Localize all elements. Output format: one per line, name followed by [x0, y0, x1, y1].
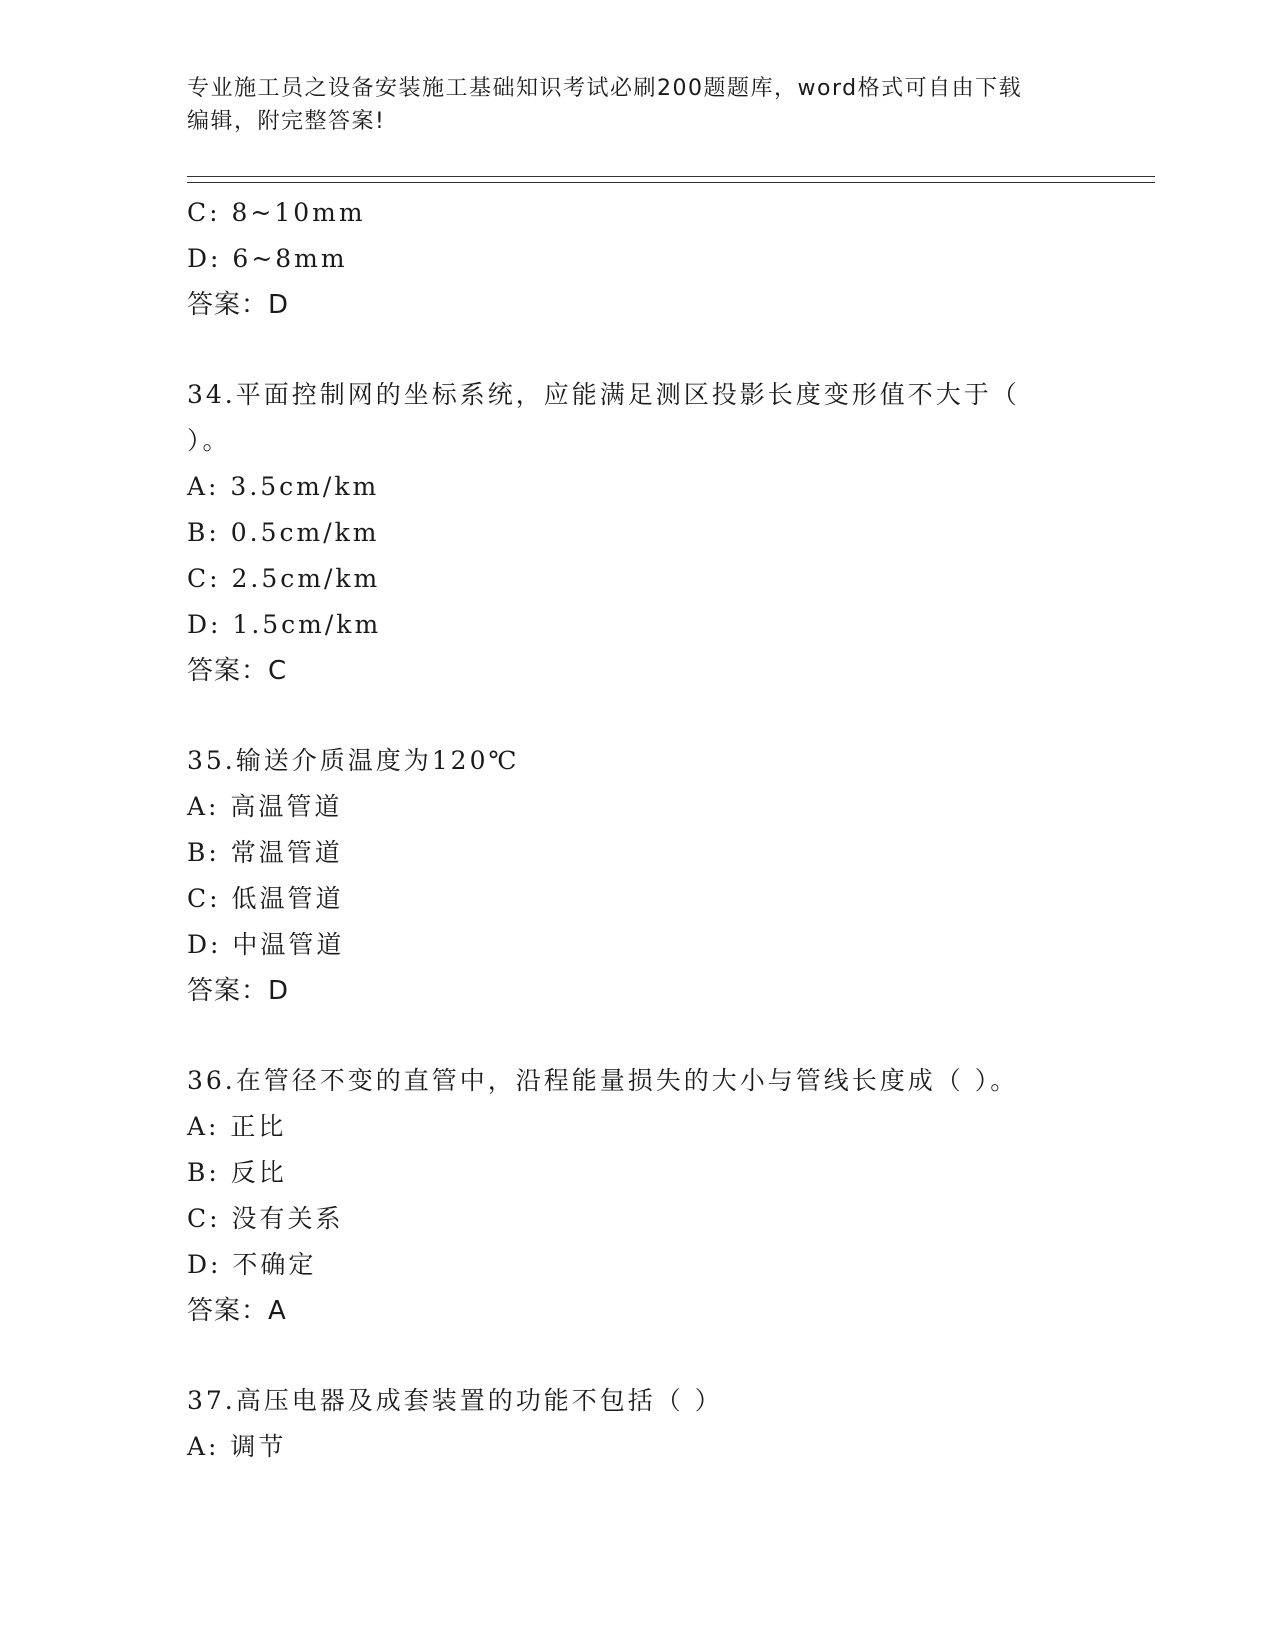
header-line-1: 专业施工员之设备安装施工基础知识考试必刷200题题库，word格式可自由下载 — [187, 76, 1023, 101]
option-d: D: 1.5cm/km — [187, 610, 382, 639]
header-rule-top — [187, 176, 1155, 177]
option-d: D: 中温管道 — [187, 930, 345, 959]
option-a: A: 高温管道 — [187, 792, 343, 821]
question-34 — [187, 372, 1067, 694]
option-a: A: 调节 — [187, 1432, 287, 1461]
answer-line: 答案：D — [187, 290, 290, 320]
option-b: B: 反比 — [187, 1158, 287, 1187]
option-d: D: 不确定 — [187, 1250, 317, 1279]
question-stem-continued: ）。 — [187, 426, 231, 455]
question-36 — [187, 1058, 1067, 1334]
question-stem: 34.平面控制网的坐标系统，应能满足测区投影长度变形值不大于（ — [187, 380, 1020, 409]
option-c: C: 2.5cm/km — [187, 564, 381, 593]
answer-line: 答案：A — [187, 1296, 287, 1326]
header-line-2: 编辑，附完整答案! — [187, 109, 386, 134]
question-stem: 37.高压电器及成套装置的功能不包括（ ） — [187, 1386, 723, 1415]
answer-line: 答案：D — [187, 976, 290, 1006]
page-header — [187, 72, 1087, 138]
option-a: A: 正比 — [187, 1112, 287, 1141]
question-37 — [187, 1378, 1067, 1470]
question-stem: 36.在管径不变的直管中，沿程能量损失的大小与管线长度成（ ）。 — [187, 1066, 1019, 1095]
answer-line: 答案：C — [187, 656, 288, 686]
question-33-continuation — [187, 190, 1067, 328]
option-c: C: 没有关系 — [187, 1204, 344, 1233]
header-rule-bottom — [187, 182, 1155, 183]
option-c: C: 8~10mm — [187, 198, 366, 227]
option-d: D: 6~8mm — [187, 244, 348, 273]
option-b: B: 常温管道 — [187, 838, 343, 867]
question-content — [187, 190, 1067, 1470]
question-35 — [187, 738, 1067, 1014]
question-stem: 35.输送介质温度为120℃ — [187, 746, 520, 775]
option-c: C: 低温管道 — [187, 884, 344, 913]
option-a: A: 3.5cm/km — [187, 472, 380, 501]
option-b: B: 0.5cm/km — [187, 518, 380, 547]
